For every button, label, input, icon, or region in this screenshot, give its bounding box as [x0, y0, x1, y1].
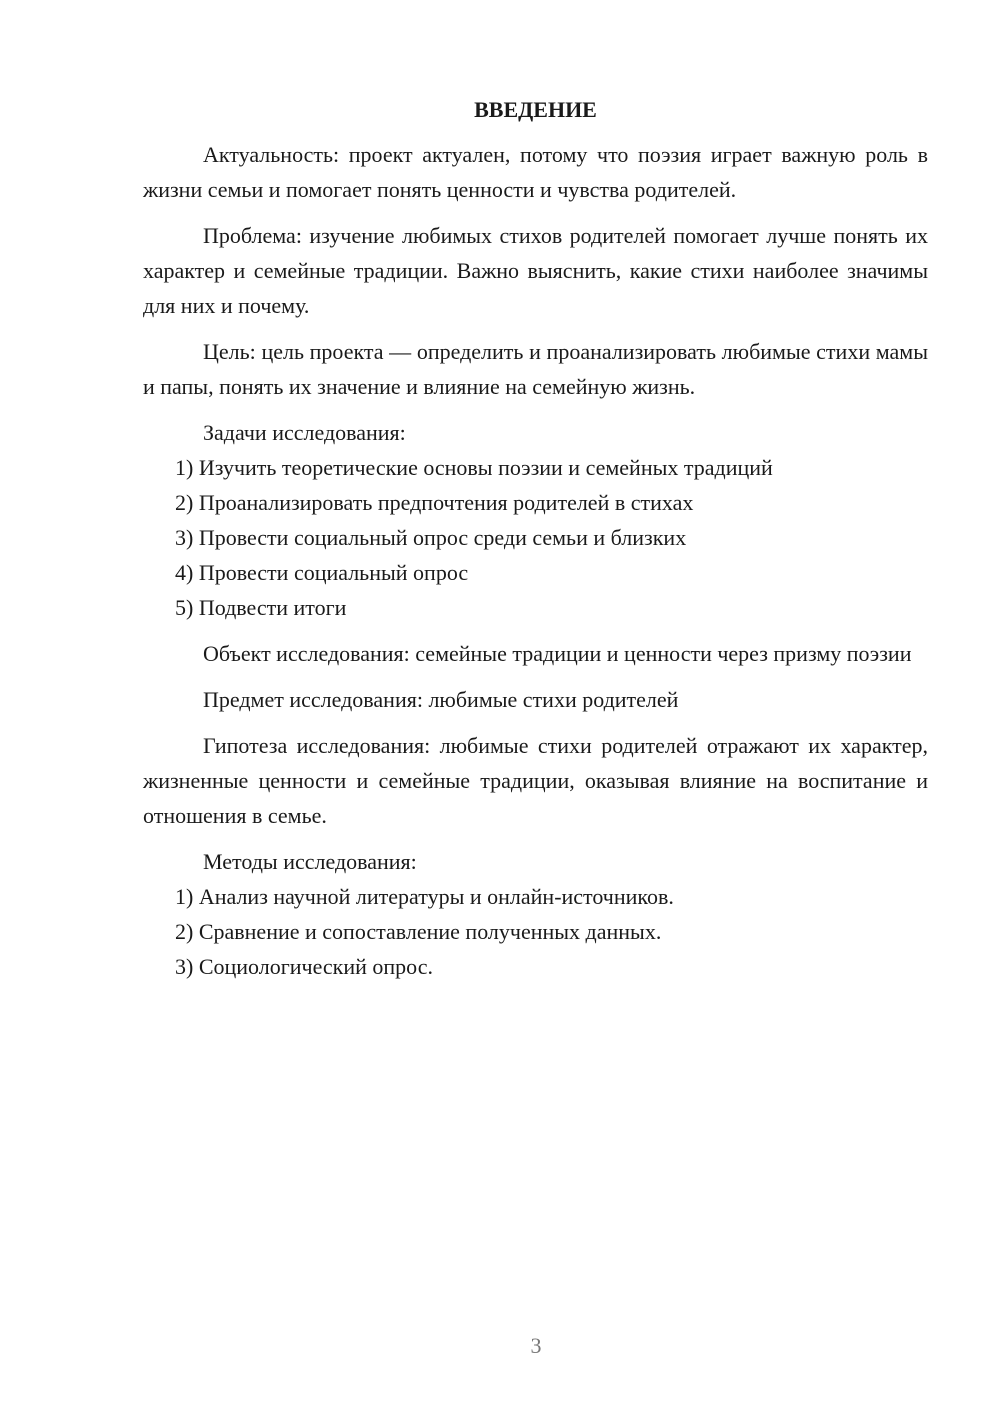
task-item: 2) Проанализировать предпочтения родителей в стихах — [175, 490, 694, 515]
hypothesis-paragraph: Гипотеза исследования: любимые стихи родителей отражают их характер, жизненные ценности и семейные традиции, оказывая влияние на воспитание и отношения в семье. — [143, 733, 928, 828]
method-item: 2) Сравнение и сопоставление полученных данных. — [175, 919, 662, 944]
task-item: 3) Провести социальный опрос среди семьи и близких — [175, 525, 687, 550]
page-number: 3 — [530, 1333, 542, 1358]
task-item: 1) Изучить теоретические основы поэзии и семейных традиций — [175, 455, 773, 480]
problem-paragraph: Проблема: изучение любимых стихов родителей помогает лучше понять их характер и семейные традиции. Важно выяснить, какие стихи наиболее значимы для них и почему. — [143, 223, 928, 318]
tasks-heading: Задачи исследования: — [203, 420, 406, 445]
task-item: 4) Провести социальный опрос — [175, 560, 469, 585]
subject-paragraph: Предмет исследования: любимые стихи родителей — [203, 687, 679, 712]
relevance-paragraph: Актуальность: проект актуален, потому что поэзия играет важную роль в жизни семьи и помогает понять ценности и чувства родителей. — [143, 142, 928, 202]
method-item: 1) Анализ научной литературы и онлайн-источников. — [175, 884, 674, 909]
section-title: ВВЕДЕНИЕ — [474, 97, 597, 122]
object-paragraph: Объект исследования: семейные традиции и ценности через призму поэзии — [203, 641, 912, 666]
method-item: 3) Социологический опрос. — [175, 954, 433, 979]
task-item: 5) Подвести итоги — [175, 595, 347, 620]
goal-paragraph: Цель: цель проекта — определить и проанализировать любимые стихи мамы и папы, понять их значение и влияние на семейную жизнь. — [143, 339, 928, 399]
methods-heading: Методы исследования: — [203, 849, 417, 874]
document-body — [143, 92, 928, 984]
